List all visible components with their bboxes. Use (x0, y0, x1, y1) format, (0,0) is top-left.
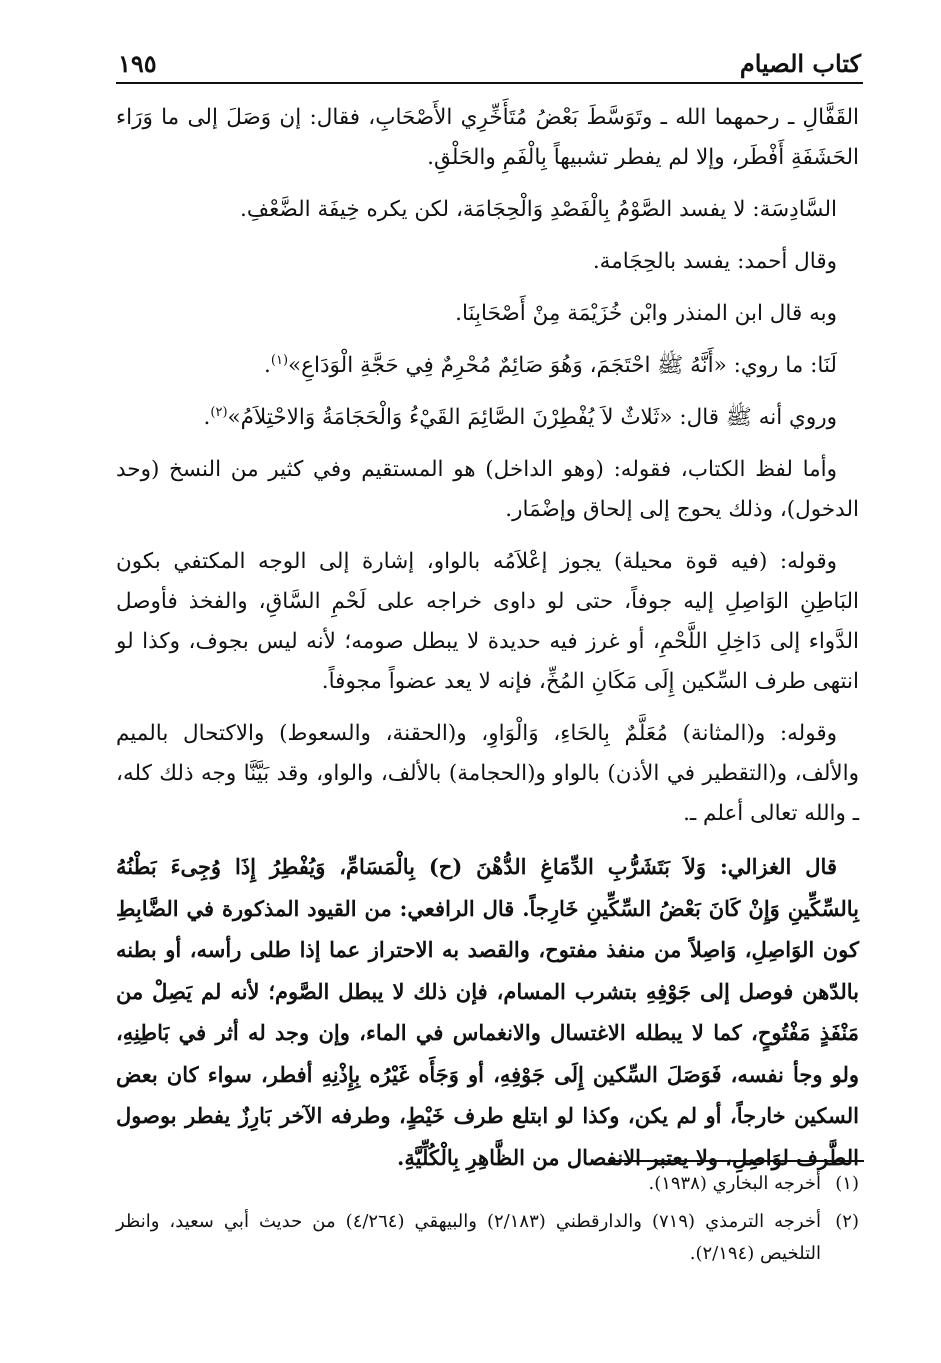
footnote-item (116, 1168, 859, 1200)
hadith-1-text: لَنَا: ما روي: «أَنَّهُ ﷺ احْتَجَمَ، وَهُوَ صَائِمٌ مُحْرِمٌ فِي حَجَّةِ الْوَدَاعِ» (288, 353, 837, 378)
page-number: ١٩٥ (118, 49, 157, 78)
footnote-marker-2[interactable]: (٢) (210, 404, 228, 420)
footnote-marker-1[interactable]: (١) (270, 352, 289, 368)
paragraph-qawluhu-2: وقوله: و(المثانة) مُعَلَّمٌ بِالحَاءِ، وَالْوَاوِ، و(الحقنة، والسعوط) والاكتحال بالميم والألف، و(التقطير في الأذن) بالواو و(الحجامة) بالألف، والواو، وقد بَيَّنَّا وجه ذلك كله، ـ والله تعالى أعلم ـ. (116, 721, 859, 826)
header-rule (116, 82, 863, 84)
paragraph-hadith-1: لَنَا: ما روي: «أَنَّهُ ﷺ احْتَجَمَ، وَهُوَ صَائِمٌ مُحْرِمٌ فِي حَجَّةِ الْوَدَاعِ»$^{(١)}$. (264, 352, 837, 378)
paragraph-sixth-issue: السَّادِسَة: لا يفسد الصَّوْمُ بِالْفَصْدِ وَالْحِجَامَة، لكن يكره خِيفَة الضَّعْفِ. (240, 197, 837, 222)
paragraph-ghazali: قال الغزالي: وَلاَ بَتَشَرُّبِ الدِّمَاغِ الدُّهْنَ (ح) بِالْمَسَامِّ، وَيُفْطِرُ إِذَا وُجِىءَ بَطْنُهُ بِالسِّكِّينِ وَإِنْ كَانَ بَعْضُ السِّكِّينِ خَارِجاً. قال الرافعي: من القيود المذكورة في الضَّابِطِ كون الوَاصِلِ، وَاصِلاً من منفذ مفتوح، والقصد به الاحتراز عما إذا طلى رأسه، أو بطنه بالدّهن فوصل إلى جَوْفِهِ بتشرب المسام، فإن ذلك لا يبطل الصَّوم؛ لأنه لم يَصِلْ من مَنْفَذٍ مَفْتُوحٍ، كما لا يبطله الاغتسال والانغماس في الماء، وإن وجد له أثر في بَاطِنِهِ، ولو وجأ نفسه، فَوَصَلَ السِّكين إِلَى جَوْفِهِ، أو وَجَأَه غَيْرُه بِإِذْنِهِ أفطر، سواء كان بعض السكين خارجاً، أو لم يكن، وكذا لو ابتلع طرف خَيْطٍ، وطرفه الآخر بَارِزٌ يفطر بوصول الطَّرف لوَاصِلِ، ولا يعتبر الانفصال من الظَّاهِرِ بِالْكُلِّيَّةِ. (116, 854, 859, 1170)
footnote-rule (608, 1160, 864, 1162)
page-header (118, 38, 861, 78)
paragraph-hadith-2: وروي أنه ﷺ قال: «ثَلاثٌ لاَ يُفْطِرْنَ الصَّائِمَ القَيْءُ وَالْحَجَامَةُ وَالاحْتِلاَمُ»$^{(٢)}$. (203, 404, 837, 430)
paragraph-ahmad: وقال أحمد: يفسد بالحِجَامة. (592, 249, 837, 274)
paragraph-continuation: القَفَّالِ ـ رحمهما الله ـ وتَوَسَّطَ بَعْضُ مُتَأَخِّرِي الأَصْحَابِ، فقال: إن وَصَلَ إلى ما وَرَاء الحَشَفَةِ أَفْطَر، وإلا لم يفطر تشبيهاً بِالْفَمِ والحَلْقِ. (116, 105, 859, 170)
main-text (116, 98, 859, 1190)
footnote-text: أخرجه البخاري (١٩٣٨). (648, 1173, 821, 1194)
paragraph-ibn-almundhir: وبه قال ابن المنذر وابْن خُزَيْمَة مِنْ أَصْحَابِنَا. (455, 301, 837, 326)
footnotes (116, 1168, 859, 1276)
paragraph-qawluhu-1: وقوله: (فيه قوة محيلة) يجوز إعْلاَمُه بالواو، إشارة إلى الوجه المكتفي بكون البَاطِنِ الوَاصِلِ إليه جوفاً، حتى لو داوى خراجه على لَحْمِ السَّاقِ، والفخذ فأوصل الدَّواء إلى دَاخِلِ اللَّحْمِ، أو غرز فيه حديدة لا يبطل صومه؛ لأنه ليس بجوف، وكذا لو انتهى طرف السِّكين إِلَى مَكَانِ المُخِّ، فإنه لا يعد عضواً مجوفاً. (116, 549, 859, 694)
footnote-number: (٢) (835, 1211, 859, 1232)
footnote-text: أخرجه الترمذي (٧١٩) والدارقطني (٢/١٨٣) والبيهقي (٤/٢٦٤) من حديث أبي سعيد، وانظر التلخيص (٢/١٩٤). (116, 1211, 821, 1264)
footnote-item (116, 1206, 859, 1270)
paragraph-wording: وأما لفظ الكتاب، فقوله: (وهو الداخل) هو المستقيم وفي كثير من النسخ (وحد الدخول)، وذلك يحوج إلى إلحاق وإضْمَار. (116, 457, 859, 522)
footnote-number: (١) (835, 1173, 859, 1194)
hadith-2-text: وروي أنه ﷺ قال: «ثَلاثٌ لاَ يُفْطِرْنَ الصَّائِمَ القَيْءُ وَالْحَجَامَةُ وَالاحْتِلاَمُ» (227, 405, 837, 430)
book-title: كتاب الصيام (739, 49, 861, 78)
